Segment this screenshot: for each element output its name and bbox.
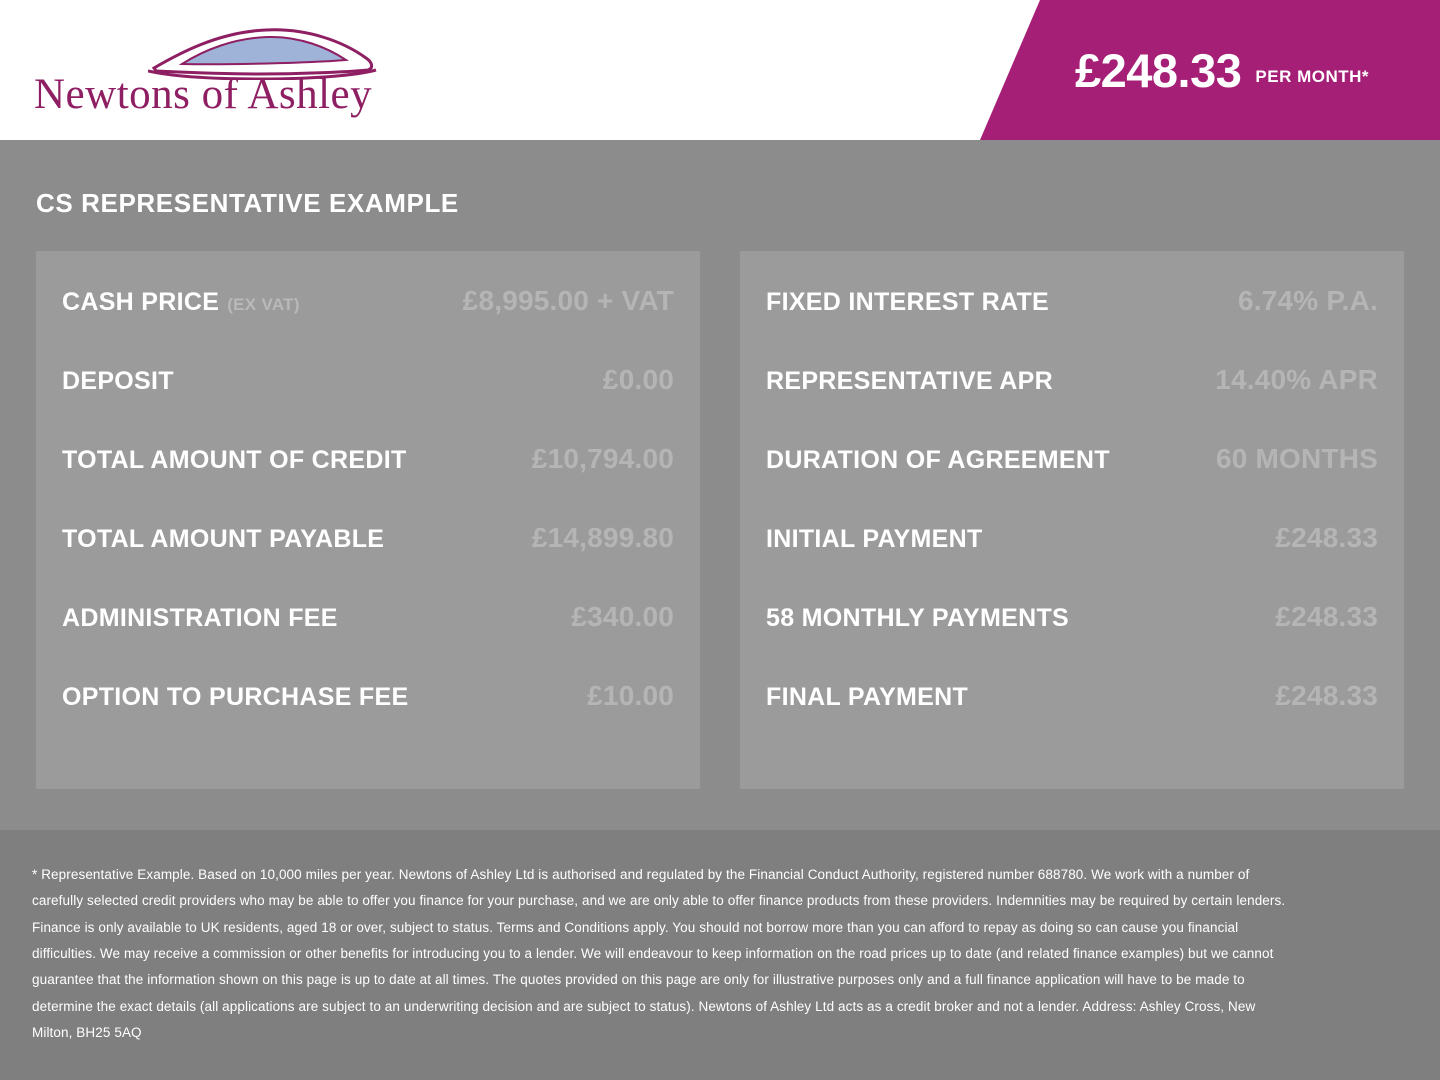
price-amount: £248.33 [1075, 43, 1242, 97]
row-value: £340.00 [571, 601, 674, 632]
row-label: FINAL PAYMENT [766, 683, 969, 711]
disclaimer-section [0, 830, 1440, 1080]
table-row [766, 443, 1378, 522]
representative-example-section [0, 140, 1440, 830]
row-value: £0.00 [602, 364, 674, 395]
row-label: FIXED INTEREST RATE [766, 288, 1050, 316]
row-label: REPRESENTATIVE APR [766, 367, 1053, 395]
table-row [62, 364, 674, 443]
table-row [766, 522, 1378, 601]
row-label: DEPOSIT [62, 367, 174, 395]
table-row [766, 364, 1378, 443]
row-label: ADMINISTRATION FEE [62, 604, 338, 632]
table-row [62, 680, 674, 759]
finance-panels [36, 251, 1404, 789]
table-row [62, 601, 674, 680]
table-row [766, 680, 1378, 759]
row-value: £248.33 [1275, 522, 1378, 553]
finance-panel-right [740, 251, 1404, 789]
table-row [766, 285, 1378, 364]
table-row [766, 601, 1378, 680]
row-label: TOTAL AMOUNT PAYABLE [62, 525, 385, 553]
row-value: £8,995.00 + VAT [462, 285, 674, 316]
row-label: 58 MONTHLY PAYMENTS [766, 604, 1070, 632]
row-value: £248.33 [1275, 680, 1378, 711]
row-value: £10,794.00 [531, 443, 674, 474]
row-value: 60 MONTHS [1215, 443, 1378, 474]
table-row [62, 522, 674, 601]
monthly-price-banner [980, 0, 1440, 140]
row-label: TOTAL AMOUNT OF CREDIT [62, 446, 407, 474]
row-label: OPTION TO PURCHASE FEE [62, 683, 409, 711]
page-header [0, 0, 1440, 140]
row-value: £10.00 [587, 680, 674, 711]
row-value: 14.40% APR [1215, 364, 1378, 395]
row-label: INITIAL PAYMENT [766, 525, 983, 553]
price-period-label: PER MONTH* [1255, 67, 1370, 86]
finance-panel-left [36, 251, 700, 789]
row-value: 6.74% P.A. [1237, 285, 1378, 316]
row-sublabel: (EX VAT) [227, 295, 300, 314]
page-title: CS REPRESENTATIVE EXAMPLE [36, 188, 459, 218]
table-row [62, 285, 674, 364]
row-value: £248.33 [1275, 601, 1378, 632]
table-row [62, 443, 674, 522]
brand-name: Newtons of Ashley [34, 71, 373, 118]
row-value: £14,899.80 [531, 522, 674, 553]
row-label: DURATION OF AGREEMENT [766, 446, 1110, 474]
row-label: CASH PRICE (EX VAT) [62, 288, 300, 316]
brand-logo[interactable] [30, 18, 450, 122]
disclaimer-text: * Representative Example. Based on 10,000 miles per year. Newtons of Ashley Ltd is authorised and regulated by the Financial Conduct Authority, registered number 688780. We work with a number of carefully selected credit providers who may be able to offer you finance for your purchase, and we are only able to offer finance products from these providers. Indemnities may be required by certain lenders. Finance is only available to UK residents, aged 18 or over, subject to status. Terms and Conditions apply. You should not borrow more than you can afford to repay as doing so can cause you financial difficulties. We may receive a commission or other benefits for introducing you to a lender. We will endeavour to keep information on the road prices up to date (and related finance examples) but we cannot guarantee that the information shown on this page is up to date at all times. The quotes provided on this page are only for illustrative purposes only and a full finance application will have to be made to determine the exact details (all applications are subject to an underwriting decision and are subject to status). Newtons of Ashley Ltd acts as a credit broker and not a lender. Address: Ashley Cross, New Milton, BH25 5AQ [32, 867, 1286, 1040]
